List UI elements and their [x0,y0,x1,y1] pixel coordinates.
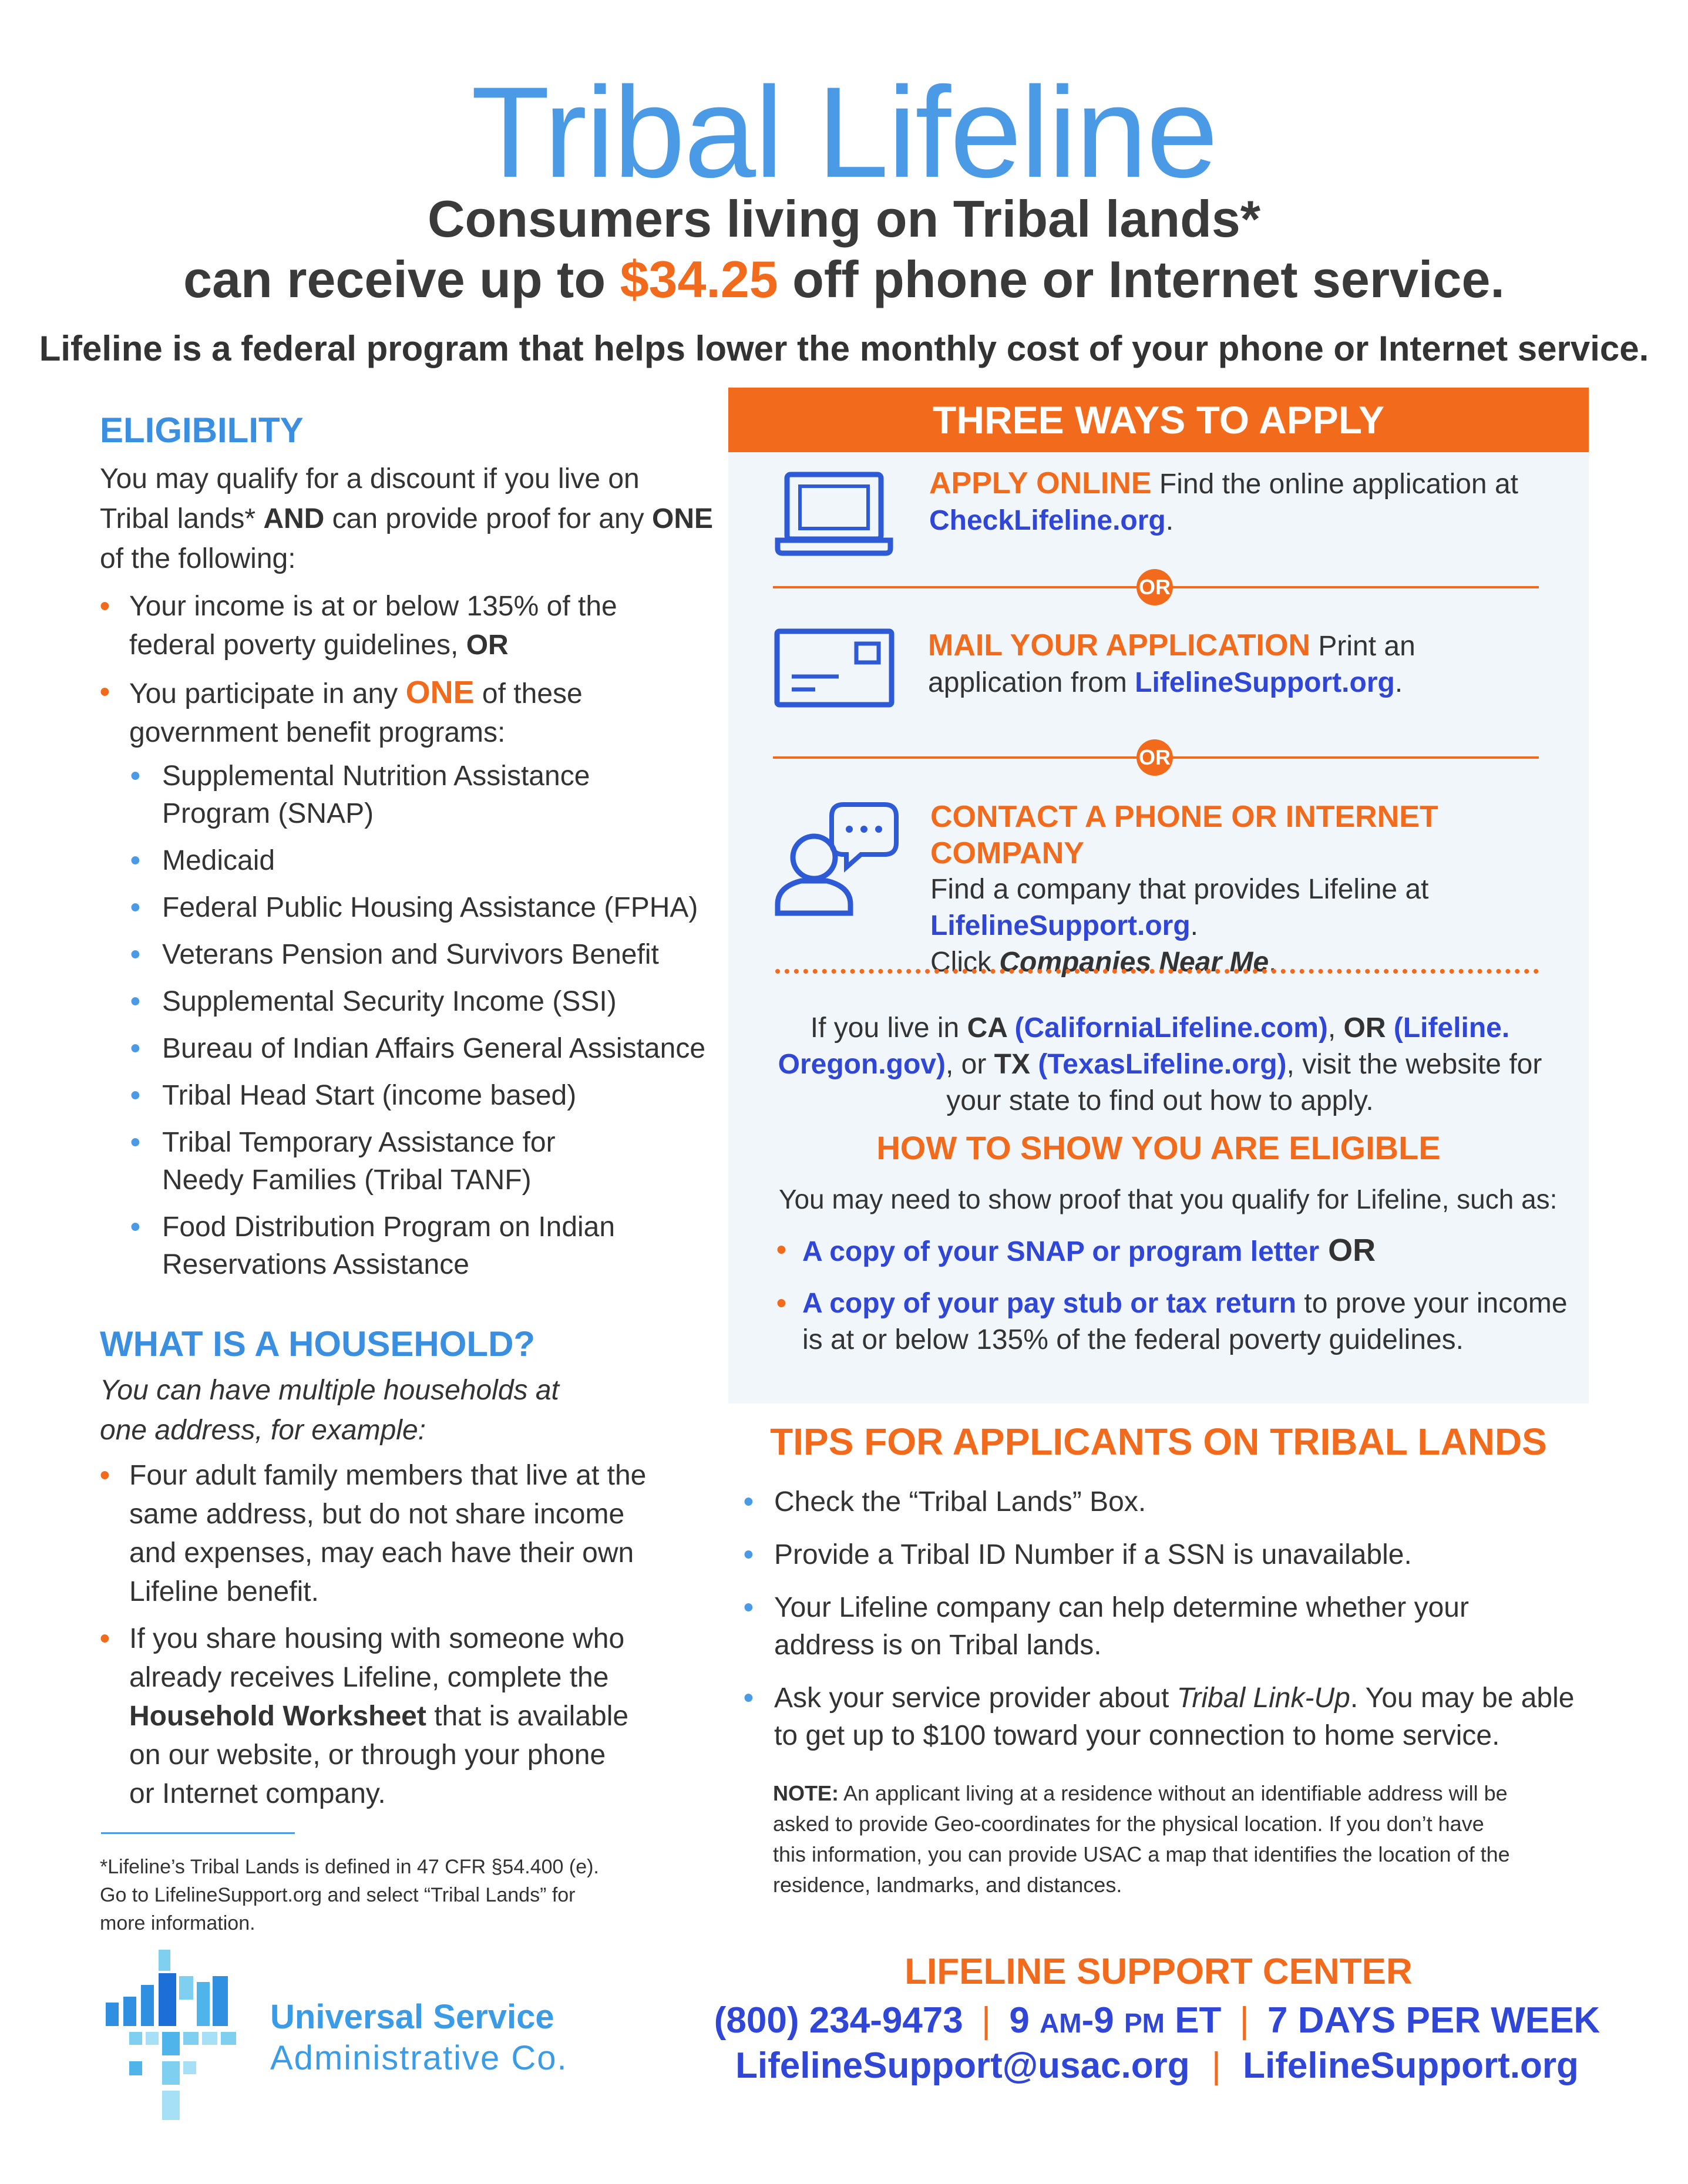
state-ca: CA [967,1012,1007,1044]
eligibility-heading: ELIGIBILITY [100,410,304,450]
text: An applicant living at a residence without an identifiable address will be [839,1781,1508,1805]
subtitle-line-1: Consumers living on Tribal lands* [427,190,1261,248]
logo-line: Administrative Co. [270,2039,568,2077]
or-badge: OR [1136,569,1173,605]
eligibility-intro-line: You may qualify for a discount if you live on [100,463,640,494]
eligibility-bullets [96,587,719,752]
oregon-link[interactable]: (Lifeline. [1386,1012,1510,1044]
line: to get up to $100 toward your connection to home service. [774,1720,1500,1751]
text-bold: AND [263,503,325,534]
text-bold: ONE [652,503,714,534]
text: that is available [426,1701,629,1732]
program-item [129,889,728,927]
line: on our website, or through your phone [129,1739,606,1771]
text: . [1269,947,1277,978]
text: 9 [1009,2000,1040,2041]
list-item [741,1589,1581,1664]
apply-heading: THREE WAYS TO APPLY [728,388,1589,452]
line [802,1286,1587,1322]
tribal-link-up: Tribal Link-Up [1176,1682,1350,1714]
text: of these [474,678,583,709]
line: government benefit programs: [129,717,506,748]
eligibility-intro-line: of the following: [100,543,296,574]
line: or Internet company. [129,1778,386,1809]
text: ET [1164,2000,1222,2041]
program-item [129,936,728,974]
state-or: OR [1343,1012,1386,1044]
dotted-divider [775,969,1539,974]
texas-link[interactable]: (TexasLifeline.org) [1030,1049,1287,1080]
separator: | [1239,2000,1249,2041]
usac-logo-icon [106,1950,258,2126]
logo-line: Universal Service [270,1998,554,2036]
laptop-icon [775,470,893,561]
program-line: • Tribal Head Start (income based) [162,1080,577,1111]
program-item [129,758,728,833]
line [774,1680,1581,1717]
list-item [96,1456,725,1611]
page-title: Tribal Lifeline [470,60,1218,204]
support-site-link[interactable]: LifelineSupport.org [1243,2045,1579,2086]
line [764,1046,1556,1083]
line: same address, but do not share income [129,1499,625,1530]
text: federal poverty guidelines, [129,630,466,661]
line [929,503,1575,539]
usac-name [270,1997,568,2079]
contact-label: CONTACT A PHONE OR INTERNET COMPANY [930,800,1438,870]
text: , or [945,1049,994,1080]
text: . [1394,667,1403,698]
line: your state to find out how to apply. [946,1085,1374,1116]
mail-application [928,627,1574,701]
text: Tribal lands* [100,503,264,534]
line: and expenses, may each have their own [129,1537,634,1569]
line: *Lifeline’s Tribal Lands is defined in 47 CFR §54.400 (e). [100,1856,599,1878]
subtitle-post: off phone or Internet service. [778,250,1505,308]
program-item [129,1209,728,1284]
lifelinesupport-link[interactable]: LifelineSupport.org [930,910,1191,941]
support-contact-row [705,2000,1609,2041]
line: residence, landmarks, and distances. [773,1873,1122,1897]
text: application from [928,667,1135,698]
person-chat-icon [773,799,902,919]
text: can provide proof for any [324,503,652,534]
envelope-icon [774,628,895,711]
line [930,908,1582,944]
text-bold: ONE [405,675,475,710]
line: Lifeline benefit. [129,1576,319,1607]
line [764,1010,1556,1046]
apply-online [929,465,1575,539]
list-item: • Check the “Tribal Lands” Box. [741,1483,1581,1521]
lifelinesupport-link[interactable]: LifelineSupport.org [1135,667,1395,698]
separator: | [1211,2045,1221,2086]
apply-online-label: APPLY ONLINE [929,466,1152,500]
pay-stub: A copy of your pay stub or tax return [802,1288,1297,1319]
line [773,1778,1595,1809]
program-line: Program (SNAP) [162,798,374,829]
text-bold: OR [1319,1233,1376,1268]
line [929,465,1575,503]
or-badge: OR [1136,739,1173,776]
line: this information, you can provide USAC a map that identifies the location of the [773,1842,1510,1866]
household-heading: WHAT IS A HOUSEHOLD? [100,1324,536,1364]
california-link[interactable]: (CaliforniaLifeline.com) [1007,1012,1328,1044]
tips-list [741,1483,1581,1755]
text: . You may be able [1350,1682,1575,1714]
oregon-link[interactable]: Oregon.gov) [778,1049,946,1080]
text: -9 [1081,2000,1124,2041]
household-intro [100,1371,722,1451]
companies-near-me: Companies Near Me [999,947,1269,978]
state-info [764,1010,1556,1119]
line [129,673,719,714]
support-email-link[interactable]: LifelineSupport@usac.org [735,2045,1190,2086]
program-line: • Federal Public Housing Assistance (FPHA) [162,892,698,923]
show-intro: You may need to show proof that you qualify for Lifeline, such as: [779,1184,1558,1214]
list-item [96,673,719,752]
note [773,1778,1595,1900]
subtitle-pre: can receive up to [183,250,620,308]
line: • Your Lifeline company can help determine whether your [774,1592,1469,1623]
household-bullets [96,1456,725,1813]
list-item [776,1286,1587,1358]
subtitle-line-2 [0,250,1688,309]
intro-text: Lifeline is a federal program that helps lower the monthly cost of your phone or Internet service. [39,329,1649,368]
line: • Your income is at or below 135% of the [129,591,617,622]
support-web-row [705,2045,1609,2087]
program-item [129,842,728,880]
text: You participate in any [129,678,406,709]
text: to prove your income [1296,1288,1568,1319]
program-item [129,1124,728,1199]
program-line: • Medicaid [162,845,275,876]
text: . [1165,505,1174,536]
text: Click [930,947,1000,978]
support-days: 7 DAYS PER WEEK [1267,2000,1600,2041]
line: You can have multiple households at [100,1375,559,1406]
text-bold: OR [466,630,509,661]
state-tx: TX [994,1049,1030,1080]
program-line: • Veterans Pension and Survivors Benefit [162,939,659,970]
program-line: Reservations Assistance [162,1249,469,1280]
line [930,944,1582,981]
support-heading: LIFELINE SUPPORT CENTER [904,1951,1413,1992]
household-worksheet-label: Household Worksheet [129,1701,426,1732]
program-line: Needy Families (Tribal TANF) [162,1165,532,1196]
line: already receives Lifeline, complete the [129,1662,609,1693]
program-item [129,1030,728,1068]
tips-heading: TIPS FOR APPLICANTS ON TRIBAL LANDS [770,1421,1547,1463]
separator: | [981,2000,991,2041]
line [928,665,1574,701]
text: , [1327,1012,1344,1044]
contact-company [930,799,1582,981]
program-line: • Supplemental Nutrition Assistance [162,760,590,792]
line: more information. [100,1912,255,1934]
line: address is on Tribal lands. [774,1630,1102,1661]
footnote [100,1853,722,1937]
program-item [129,1077,728,1115]
line [129,1697,725,1736]
mail-label: MAIL YOUR APPLICATION [928,628,1310,662]
text: , visit the website for [1286,1049,1542,1080]
list-item: • Provide a Tribal ID Number if a SSN is unavailable. [741,1536,1581,1574]
text: . [1190,910,1198,941]
checklifeline-link[interactable]: CheckLifeline.org [929,505,1166,536]
line: • If you share housing with someone who [129,1623,625,1654]
list-item [96,1620,725,1813]
program-list [129,758,728,1284]
eligibility-intro-line [100,499,722,539]
program-item [129,983,728,1021]
program-line: • Tribal Temporary Assistance for [162,1127,556,1158]
line: asked to provide Geo-coordinates for the physical location. If you don’t have [773,1812,1484,1836]
discount-amount: $34.25 [620,250,778,308]
show-eligible-heading: HOW TO SHOW YOU ARE ELIGIBLE [876,1129,1441,1166]
snap-letter: A copy of your SNAP or program letter [802,1236,1320,1267]
line [129,626,719,665]
support-phone[interactable]: (800) 234-9473 [714,2000,963,2041]
list-item [776,1232,1587,1270]
text: Ask your service provider about [774,1682,1177,1714]
line: Find a company that provides Lifeline at [930,874,1429,905]
show-bullets [776,1232,1587,1358]
line [928,627,1574,665]
text: Find the online application at [1151,469,1518,500]
program-line: • Food Distribution Program on Indian [162,1212,616,1243]
text: If you live in [810,1012,967,1044]
program-line: • Supplemental Security Income (SSI) [162,986,617,1017]
support-hours [1009,2000,1221,2041]
text: AM [1040,2008,1082,2038]
usac-logo-mark [106,1950,258,2126]
text: Print an [1310,631,1415,662]
text: PM [1124,2008,1165,2038]
footnote-divider [101,1832,295,1834]
line: Go to LifelineSupport.org and select “Tribal Lands” for [100,1884,576,1906]
eligibility-intro [100,459,722,579]
line: one address, for example: [100,1415,426,1446]
list-item [96,587,719,665]
list-item [741,1680,1581,1755]
line: is at or below 135% of the federal poverty guidelines. [802,1324,1464,1355]
line: • Four adult family members that live at the [129,1460,647,1491]
note-label: NOTE: [773,1781,839,1805]
program-line: • Bureau of Indian Affairs General Assistance [162,1033,706,1064]
